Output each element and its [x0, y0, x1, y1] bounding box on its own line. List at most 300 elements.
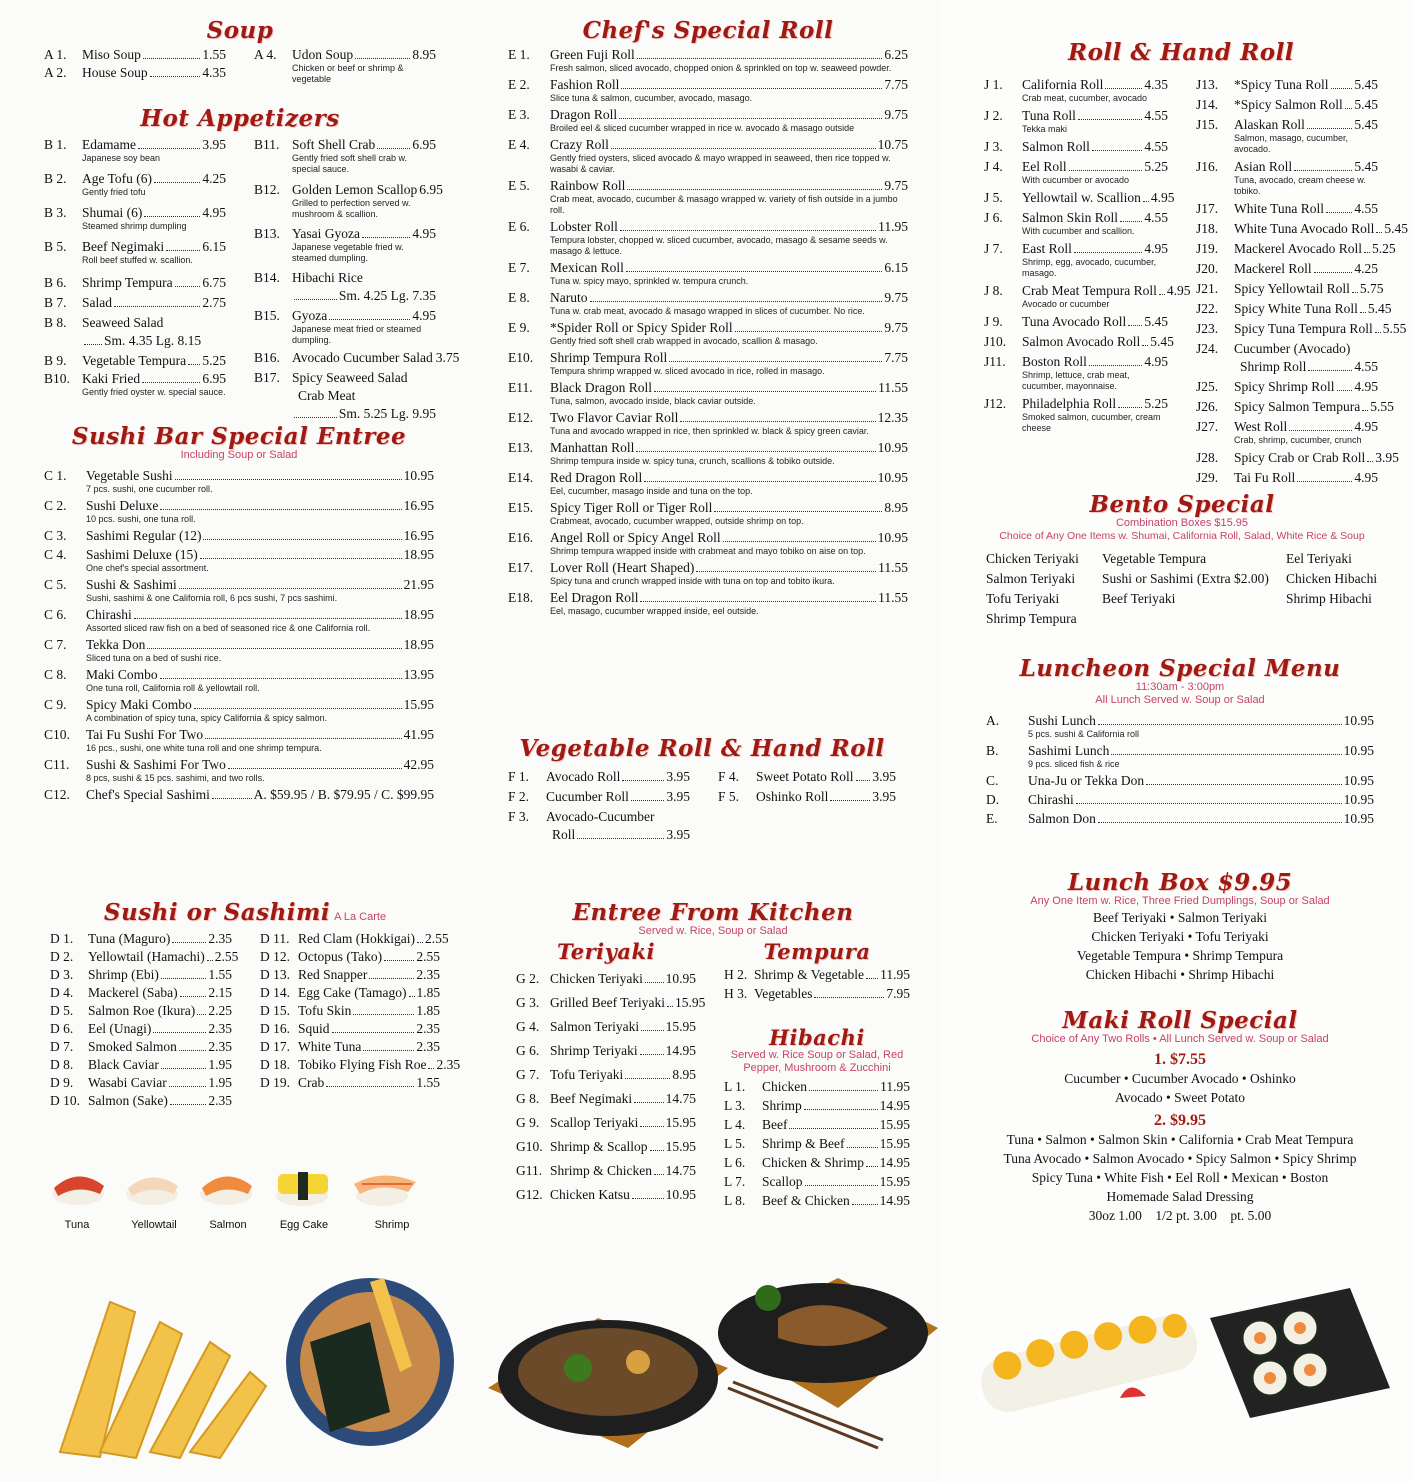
item-price: 15.95 — [879, 1174, 910, 1190]
text: 4.95 — [412, 308, 436, 324]
item-price: 41.95 — [403, 727, 434, 743]
item-code: J22. — [1196, 301, 1219, 317]
menu-item — [984, 190, 1175, 206]
menu-item — [984, 354, 1168, 392]
item-code: D 1. — [50, 931, 74, 947]
menu-item — [254, 370, 436, 386]
item-name: Mackerel Roll — [1234, 261, 1312, 277]
item-code: G 9. — [516, 1115, 540, 1131]
item-price: 6.15 — [884, 260, 908, 276]
item-code: L 6. — [724, 1155, 746, 1171]
text: A 2. — [44, 65, 67, 81]
text: Seaweed Salad — [82, 315, 164, 331]
item-price: 1.85 — [416, 1003, 440, 1019]
item-price: 7.75 — [884, 350, 908, 366]
appetizers-col-2 — [254, 137, 460, 424]
menu-item — [50, 1003, 232, 1019]
item-code: J16. — [1196, 159, 1219, 175]
menu-item — [984, 159, 1168, 186]
maki-subtitle: Choice of Any Two Rolls • All Lunch Served w. Soup or Salad — [1031, 1033, 1329, 1046]
item-price: 4.95 — [1150, 190, 1175, 206]
text: Sm. 4.35 Lg. 8.15 — [104, 333, 202, 349]
sushi-rolls-photo — [970, 1278, 1390, 1438]
item-price: 16.95 — [403, 528, 434, 544]
text: Salad — [82, 295, 112, 311]
text: 6.95 — [202, 371, 226, 387]
menu-item — [44, 137, 226, 164]
text: Grilled to perfection served w. mushroom & scallion. — [292, 198, 411, 220]
menu-item — [516, 1115, 696, 1131]
item-price: 5.45 — [1354, 117, 1378, 133]
menu-item — [724, 1155, 910, 1171]
item-code: D 15. — [260, 1003, 290, 1019]
menu-item — [50, 931, 232, 947]
item-price: 2.35 — [416, 1039, 440, 1055]
item-code: L 4. — [724, 1117, 746, 1133]
item-price: 10.95 — [1343, 743, 1374, 759]
menu-item — [508, 470, 908, 497]
item-description: Avocado or cucumber — [1022, 299, 1110, 310]
menu-item — [44, 577, 434, 604]
menu-item — [254, 270, 436, 286]
text: Shumai (6) — [82, 205, 143, 221]
menu-item — [508, 530, 908, 557]
menu-item — [50, 1021, 232, 1037]
menu-item-sub — [254, 388, 436, 404]
item-description: Crab meat, cucumber, avocado — [1022, 93, 1148, 104]
menu-item — [44, 295, 226, 311]
item-price: 5.45 — [1354, 77, 1378, 93]
item-name: Salmon Teriyaki — [550, 1019, 640, 1035]
item-name: Tai Fu Sushi For Two — [86, 727, 204, 743]
item-code: E 6. — [508, 219, 530, 235]
text: Avocado-Cucumber — [546, 809, 655, 825]
item-name: Salmon (Sake) — [88, 1093, 168, 1109]
item-code: J 5. — [984, 190, 1003, 206]
item-name: Chirashi — [1028, 792, 1074, 808]
menu-item — [508, 809, 690, 825]
item-description: Tuna, avocado, cream cheese w. tobiko. — [1234, 175, 1366, 197]
maki-heading: Maki Roll Special — [1062, 1007, 1298, 1034]
item-code: J20. — [1196, 261, 1219, 277]
menu-item — [508, 769, 690, 785]
menu-item — [516, 971, 696, 987]
text: A 1. — [44, 47, 67, 63]
item-name: Black Dragon Roll — [550, 380, 652, 396]
item-description: Slice tuna & salmon, cucumber, avocado, masago. — [550, 93, 753, 104]
item-code: D 9. — [50, 1075, 74, 1091]
menu-item — [260, 1003, 440, 1019]
item-name: Angel Roll or Spicy Angel Roll — [550, 530, 721, 546]
bento-subtitle: Combination Boxes $15.95 — [1115, 517, 1249, 530]
item-name: Shrimp & Scallop — [550, 1139, 648, 1155]
item-price: 11.95 — [880, 967, 910, 983]
menu-item — [260, 1057, 461, 1073]
menu-item — [44, 371, 226, 398]
item-price: 5.55 — [1370, 399, 1394, 415]
item-code: E12. — [508, 410, 534, 426]
item-price: 4.55 — [1144, 139, 1168, 155]
item-code: J 7. — [984, 241, 1003, 257]
item-code: J 9. — [984, 314, 1003, 330]
text: 4.95 — [412, 226, 436, 242]
item-description: Tempura lobster, chopped w. sliced cucumber, avocado, masago & sesame seeds w. masago & lettuce. — [550, 235, 888, 257]
menu-item — [44, 239, 226, 266]
menu-item — [254, 350, 460, 366]
luncheon-section — [986, 656, 1374, 829]
item-price: 2.15 — [208, 985, 232, 1001]
item-price: 8.95 — [884, 500, 908, 516]
menu-item — [260, 985, 440, 1001]
item-price: 11.55 — [878, 380, 908, 396]
menu-item — [44, 468, 434, 495]
item-price: 5.45 — [1144, 314, 1168, 330]
sushi-sashimi-section — [50, 899, 461, 1139]
item-price: 2.55 — [214, 949, 239, 965]
text: 6.95 — [412, 137, 436, 153]
text: 8.95 — [412, 47, 436, 63]
chefs-special-list — [508, 47, 908, 617]
text: B 6. — [44, 275, 67, 291]
text: 3.95 — [666, 827, 690, 843]
item-code: J27. — [1196, 419, 1219, 435]
item-code: J12. — [984, 396, 1007, 412]
text: Vegetable Tempura — [82, 353, 187, 369]
item-price: 1.55 — [416, 1075, 440, 1091]
maki-line: Avocado • Sweet Potato — [1114, 1090, 1246, 1106]
item-description: One chef's special assortment. — [86, 563, 209, 574]
menu-item — [516, 1187, 696, 1203]
maki-section — [986, 1008, 1374, 1225]
text: B12. — [254, 182, 280, 198]
menu-item — [1196, 341, 1378, 357]
item-name: Tuna Avocado Roll — [1022, 314, 1127, 330]
item-name: Chicken — [762, 1079, 807, 1095]
item-name: Shrimp (Ebi) — [88, 967, 159, 983]
text: B15. — [254, 308, 280, 324]
item-name: Eel Roll — [1022, 159, 1067, 175]
item-code: E15. — [508, 500, 534, 516]
menu-item — [508, 178, 908, 216]
bento-col-1 — [986, 549, 1096, 629]
menu-item — [724, 1079, 910, 1095]
item-name: Spicy Shrimp Roll — [1234, 379, 1335, 395]
item-name: Sushi Lunch — [1028, 713, 1096, 729]
item-code: G 4. — [516, 1019, 540, 1035]
sashimi-col-1 — [50, 929, 239, 1111]
text: Japanese vegetable fried w. steamed dumpling. — [292, 242, 404, 264]
item-name: Chicken Katsu — [550, 1187, 630, 1203]
item-name: Lover Roll (Heart Shaped) — [550, 560, 695, 576]
item-name: Shrimp — [762, 1098, 802, 1114]
item-price: 4.55 — [1354, 201, 1378, 217]
bento-item: Shrimp Tempura — [986, 611, 1077, 627]
item-name: Mackerel Avocado Roll — [1234, 241, 1362, 257]
item-price: 1.55 — [208, 967, 232, 983]
item-price: 11.95 — [878, 219, 908, 235]
item-name: Two Flavor Caviar Roll — [550, 410, 679, 426]
text: House Soup — [82, 65, 148, 81]
item-name: Sushi & Sashimi — [86, 577, 177, 593]
item-description: Tuna and avocado wrapped in rice, then sprinkled w. black & spicy green caviar. — [550, 426, 869, 437]
item-name: Una-Ju or Tekka Don — [1028, 773, 1145, 789]
item-name: Scallop — [762, 1174, 803, 1190]
menu-item-sub — [1196, 359, 1378, 375]
text: B11. — [254, 137, 280, 153]
item-description: With cucumber and scallion. — [1022, 226, 1135, 237]
menu-item — [508, 590, 908, 617]
item-code: J24. — [1196, 341, 1219, 357]
photo-caption: Tuna — [64, 1219, 90, 1231]
item-description: Fresh salmon, sliced avocado, chopped onion & sprinkled on top w. seaweed powder. — [550, 63, 892, 74]
text: Golden Lemon Scallop — [292, 182, 418, 198]
salad-dressing-sizes: 30oz 1.00 1/2 pt. 3.00 pt. 5.00 — [1088, 1208, 1272, 1224]
item-description: 5 pcs. sushi & California roll — [1028, 729, 1140, 740]
menu-item — [508, 410, 908, 437]
item-name: Salmon Roll — [1022, 139, 1090, 155]
luncheon-list — [986, 713, 1374, 827]
bento-item: Sushi or Sashimi (Extra $2.00) — [1102, 571, 1269, 587]
menu-item — [1196, 281, 1384, 297]
item-code: A. — [986, 713, 1000, 729]
item-description: Smoked salmon, cucumber, cream cheese — [1022, 412, 1161, 434]
item-name: Eel Dragon Roll — [550, 590, 639, 606]
menu-item — [718, 769, 896, 785]
item-name: White Tuna Avocado Roll — [1234, 221, 1375, 237]
appetizers-col-1 — [44, 137, 226, 400]
photo-caption: Yellowtail — [131, 1219, 177, 1231]
item-price: 18.95 — [403, 637, 434, 653]
maki-line: Cucumber • Cucumber Avocado • Oshinko — [1064, 1071, 1296, 1087]
item-name: Beef — [762, 1117, 788, 1133]
item-price: 15.95 — [403, 697, 434, 713]
item-code: J25. — [1196, 379, 1219, 395]
bento-item: Vegetable Tempura — [1102, 551, 1207, 567]
text: 4.95 — [202, 205, 226, 221]
luncheon-subtitle: All Lunch Served w. Soup or Salad — [1095, 694, 1265, 707]
item-price: 8.95 — [672, 1067, 696, 1083]
menu-item — [724, 1193, 910, 1209]
sushi-bar-subtitle: Including Soup or Salad — [180, 449, 298, 462]
menu-item — [508, 260, 908, 287]
menu-item — [508, 320, 908, 347]
item-price: 10.95 — [1343, 811, 1374, 827]
text: B 3. — [44, 205, 67, 221]
item-name: Tobiko Flying Fish Roe — [298, 1057, 427, 1073]
item-code: D 17. — [260, 1039, 290, 1055]
item-description: Sliced tuna on a bed of sushi rice. — [86, 653, 222, 664]
menu-item — [1196, 379, 1378, 395]
item-name: Eel (Unagi) — [88, 1021, 152, 1037]
item-code: J26. — [1196, 399, 1219, 415]
item-price: 15.95 — [675, 995, 706, 1011]
menu-item — [1196, 97, 1378, 113]
item-code: D 13. — [260, 967, 290, 983]
item-name: Sushi & Sashimi For Two — [86, 757, 226, 773]
text: Udon Soup — [292, 47, 354, 63]
item-code: J17. — [1196, 201, 1219, 217]
item-description: Crab meat, avocado, cucumber & masago wrapped w. variety of fish outside in a jumbo roll. — [550, 194, 898, 216]
item-name: Yellowtail (Hamachi) — [88, 949, 205, 965]
luncheon-heading: Luncheon Special Menu — [1019, 655, 1341, 682]
text: Roll beef stuffed w. scallion. — [82, 255, 193, 266]
hot-appetizers-section — [44, 105, 460, 422]
text: 4.55 — [1354, 359, 1378, 375]
item-price: 2.35 — [208, 931, 232, 947]
menu-item — [44, 65, 226, 81]
item-name: Tofu Skin — [298, 1003, 352, 1019]
lunch-box-section — [986, 870, 1374, 984]
item-name: Chirashi — [86, 607, 132, 623]
item-price: 9.75 — [884, 320, 908, 336]
item-price: 15.95 — [665, 1139, 696, 1155]
item-price: 1.95 — [208, 1057, 232, 1073]
menu-item — [1196, 159, 1378, 197]
menu-item — [254, 47, 436, 63]
item-price: 21.95 — [403, 577, 434, 593]
menu-item — [44, 727, 434, 754]
item-price: 14.95 — [879, 1098, 910, 1114]
item-code: C 7. — [44, 637, 67, 653]
item-name: Naruto — [550, 290, 588, 306]
menu-item — [260, 967, 440, 983]
lunch-box-line: Beef Teriyaki • Salmon Teriyaki — [1092, 910, 1268, 926]
item-name: Manhattan Roll — [550, 440, 635, 456]
roll-hand-heading: Roll & Hand Roll — [1067, 39, 1295, 66]
item-code: C 3. — [44, 528, 67, 544]
item-price: 5.45 — [1150, 334, 1174, 350]
item-price: 4.95 — [1354, 470, 1378, 486]
item-code: E17. — [508, 560, 534, 576]
lunch-box-heading: Lunch Box $9.95 — [1067, 869, 1293, 896]
text: Edamame — [82, 137, 136, 153]
menu-item — [1196, 117, 1378, 155]
item-code: C12. — [44, 787, 70, 803]
item-name: Spicy Salmon Tempura — [1234, 399, 1361, 415]
sushi-bar-list — [44, 468, 434, 803]
item-code: L 1. — [724, 1079, 746, 1095]
bento-col-3 — [1286, 549, 1386, 609]
item-code: E 5. — [508, 178, 530, 194]
bento-col-2 — [1102, 549, 1282, 609]
item-price: 10.95 — [665, 1187, 696, 1203]
item-price: 6.25 — [884, 47, 908, 63]
veg-roll-heading: Vegetable Roll & Hand Roll — [519, 735, 885, 762]
item-description: Tuna w. crab meat, avocado & masago wrapped in slices of cucumber. No rice. — [550, 306, 865, 317]
item-price: 10.95 — [403, 468, 434, 484]
text: F 1. — [508, 769, 530, 785]
menu-item — [984, 396, 1168, 434]
item-code: G11. — [516, 1163, 543, 1179]
item-name: West Roll — [1234, 419, 1288, 435]
item-code: G 3. — [516, 995, 540, 1011]
text: F 2. — [508, 789, 530, 805]
item-name: Salmon Skin Roll — [1022, 210, 1119, 226]
chefs-special-section — [508, 18, 908, 619]
item-name: Sashimi Deluxe (15) — [86, 547, 198, 563]
item-description: 16 pcs., sushi, one white tuna roll and one shrimp tempura. — [86, 743, 322, 754]
item-price: 15.95 — [665, 1019, 696, 1035]
text: Gently fried oyster w. special sauce. — [82, 387, 226, 398]
kitchen-subtitle: Served w. Rice, Soup or Salad — [638, 925, 788, 938]
item-code: G12. — [516, 1187, 543, 1203]
item-price: 15.95 — [879, 1117, 910, 1133]
bento-item: Salmon Teriyaki — [986, 571, 1076, 587]
menu-item — [254, 182, 443, 220]
sushi-bar-heading: Sushi Bar Special Entree — [71, 423, 407, 450]
item-name: Chicken & Shrimp — [762, 1155, 864, 1171]
text: 2.75 — [202, 295, 226, 311]
item-name: Spicy Tuna Tempura Roll — [1234, 321, 1373, 337]
item-code: C 4. — [44, 547, 67, 563]
item-name: Sashimi Regular (12) — [86, 528, 202, 544]
menu-item — [724, 1136, 910, 1152]
text: B 2. — [44, 171, 67, 187]
menu-item — [508, 219, 908, 257]
menu-item — [44, 528, 434, 544]
text: 3.95 — [202, 137, 226, 153]
menu-item — [724, 1098, 910, 1114]
item-price: 12.35 — [877, 410, 908, 426]
menu-item — [1196, 450, 1399, 466]
item-price: A. $59.95 / B. $79.95 / C. $99.95 — [253, 787, 434, 803]
menu-item — [44, 171, 226, 198]
text: Avocado Cucumber Salad — [292, 350, 433, 366]
item-name: Sushi Deluxe — [86, 498, 159, 514]
text: Japanese meat fried or steamed dumpling. — [292, 324, 422, 346]
item-name: Fashion Roll — [550, 77, 620, 93]
tempura-heading: Tempura — [763, 939, 871, 965]
item-code: G 6. — [516, 1043, 540, 1059]
item-name: White Tuna — [298, 1039, 362, 1055]
item-description: 8 pcs, sushi & 15 pcs. sashimi, and two rolls. — [86, 773, 265, 784]
item-price: 4.95 — [1144, 354, 1168, 370]
item-code: D. — [986, 792, 1000, 808]
bento-item: Tofu Teriyaki — [986, 591, 1060, 607]
menu-item — [260, 931, 449, 947]
menu-item — [984, 77, 1168, 104]
menu-item — [986, 713, 1374, 740]
item-price: 1.95 — [208, 1075, 232, 1091]
text: 6.95 — [419, 182, 443, 198]
menu-item — [44, 697, 434, 724]
menu-item — [516, 1043, 696, 1059]
item-name: Spicy Crab or Crab Roll — [1234, 450, 1366, 466]
a-la-carte-label: A La Carte — [334, 911, 387, 923]
menu-item — [508, 47, 908, 74]
menu-item — [44, 637, 434, 664]
item-price: 2.35 — [208, 1021, 232, 1037]
menu-item — [44, 47, 226, 63]
item-description: Tekka maki — [1022, 124, 1068, 135]
text: B13. — [254, 226, 280, 242]
item-code: D 14. — [260, 985, 290, 1001]
item-name: Shrimp & Vegetable — [754, 967, 864, 983]
menu-item — [44, 667, 434, 694]
item-description: Eel, cucumber, masago inside and tuna on the top. — [550, 486, 753, 497]
text: Japanese soy bean — [82, 153, 161, 164]
item-description: Tuna w. spicy mayo, sprinkled w. tempura crunch. — [550, 276, 749, 287]
item-price: 14.95 — [879, 1193, 910, 1209]
item-name: Spicy Tiger Roll or Tiger Roll — [550, 500, 713, 516]
menu-item — [50, 1039, 232, 1055]
item-description: Shrimp tempura inside w. spicy tuna, crunch, scallions & tobiko outside. — [550, 456, 835, 467]
item-code: J29. — [1196, 470, 1219, 486]
menu-item — [516, 1139, 696, 1155]
item-code: J19. — [1196, 241, 1219, 257]
item-description: One tuna roll, California roll & yellowtail roll. — [86, 683, 260, 694]
item-name: Smoked Salmon — [88, 1039, 177, 1055]
